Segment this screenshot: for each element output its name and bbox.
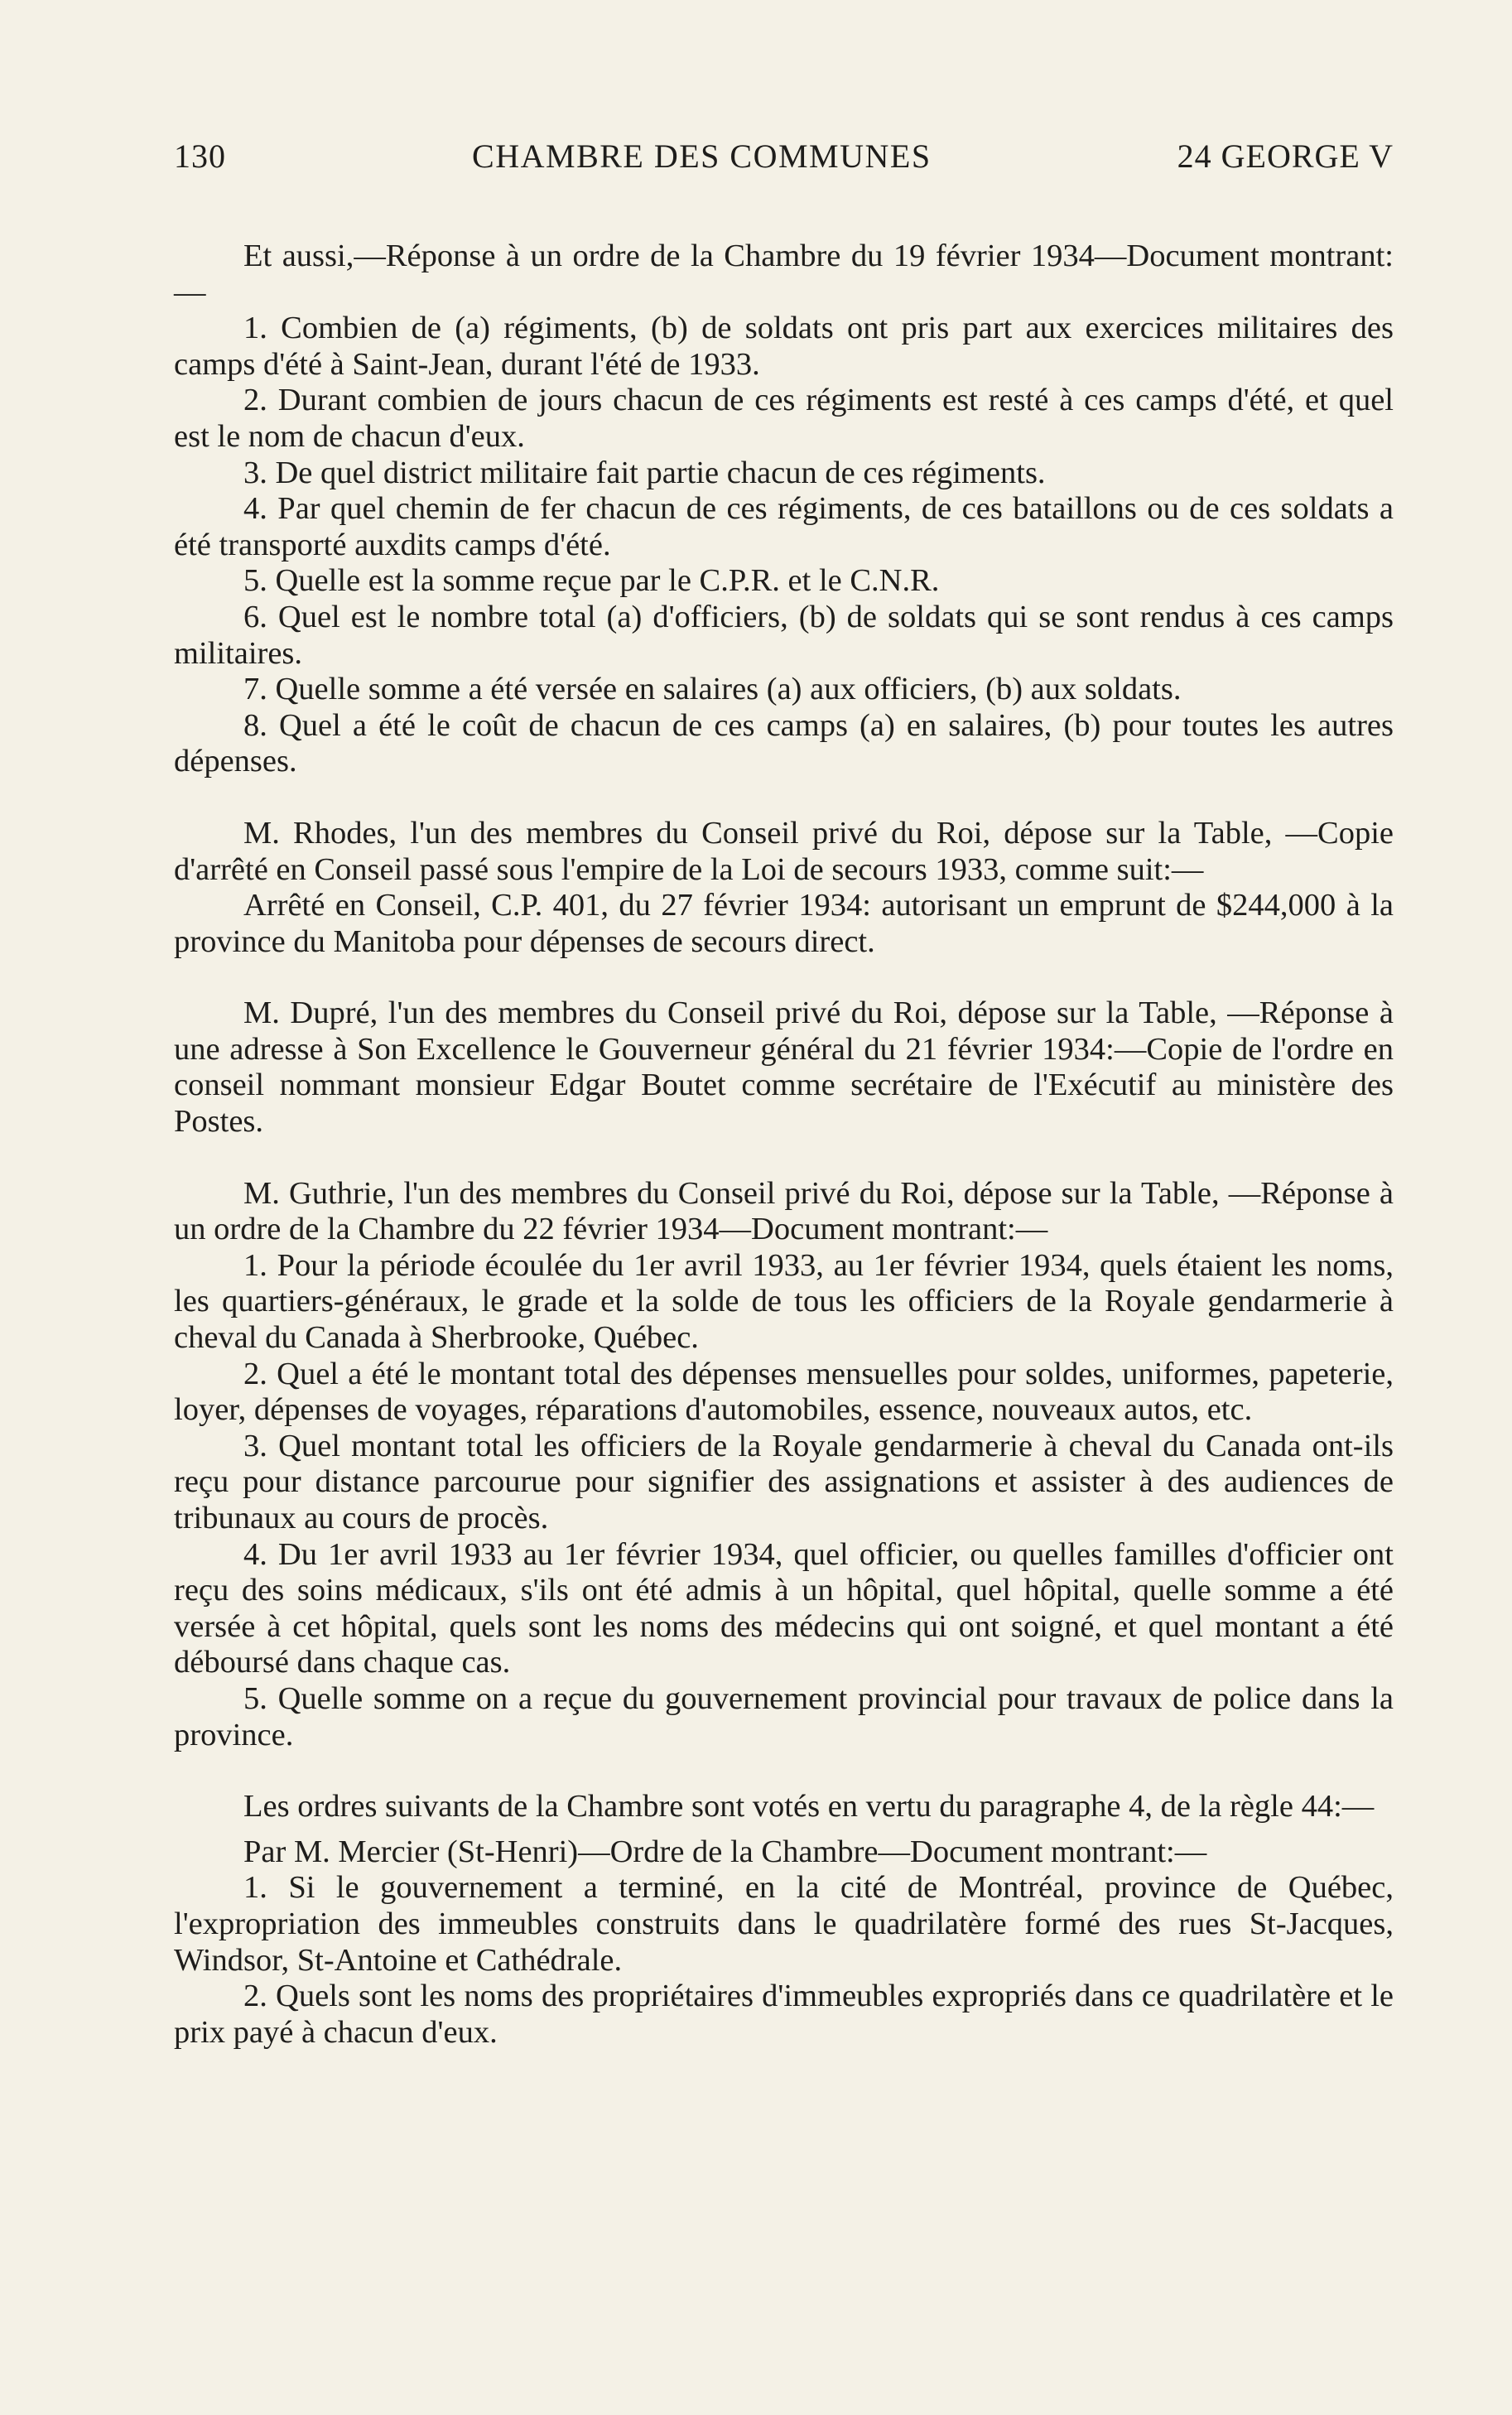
paragraph: Les ordres suivants de la Chambre sont votés en vertu du paragraphe 4, de la règle 44:—	[243, 1789, 1375, 1825]
paragraph: M. Dupré, l'un des membres du Conseil privé du Roi, dépose sur la Table, —Réponse à une adresse à Son Excellence le Gouverneur général du 21 février 1934:—Copie de l'ordre en conseil nommant monsieur Edgar Boutet comme secrétaire de l'Exécutif au ministère des Postes.	[174, 995, 1394, 1140]
paragraph: 2. Quels sont les noms des propriétaires d'immeubles expropriés dans ce quadrilatère et le prix payé à chacun d'eux.	[174, 1979, 1394, 2050]
page-body	[174, 239, 1394, 2051]
running-title: CHAMBRE DES COMMUNES	[472, 137, 932, 175]
paragraph: 2. Quel a été le montant total des dépenses mensuelles pour soldes, uniformes, papeterie, loyer, dépenses de voyages, réparations d'automobiles, essence, nouveaux autos, etc.	[174, 1356, 1394, 1428]
paragraph: 4. Par quel chemin de fer chacun de ces régiments, de ces bataillons ou de ces soldats a été transporté auxdits camps d'été.	[174, 491, 1394, 562]
paragraph: Par M. Mercier (St-Henri)—Ordre de la Chambre—Document montrant:—	[243, 1834, 1207, 1869]
paragraph: 5. Quelle est la somme reçue par le C.P.R. et le C.N.R.	[243, 563, 940, 599]
paragraph: 8. Quel a été le coût de chacun de ces camps (a) en salaires, (b) pour toutes les autres dépenses.	[174, 707, 1394, 779]
paragraph: 3. Quel montant total les officiers de la Royale gendarmerie à cheval du Canada ont-ils reçu pour distance parcourue pour signifier des assignations et assister à des audiences de tribunaux au cours de procès.	[174, 1428, 1394, 1535]
paragraph: 4. Du 1er avril 1933 au 1er février 1934, quel officier, ou quelles familles d'officier ont reçu des soins médicaux, s'ils ont été admis à un hôpital, quel hôpital, quelle somme a été versée à cet hôpital, quels sont les noms des médecins qui ont soigné, et quel montant a été déboursé dans chaque cas.	[174, 1536, 1394, 1680]
paragraph: 3. De quel district militaire fait partie chacun de ces régiments.	[243, 455, 1046, 490]
paragraph: M. Guthrie, l'un des membres du Conseil privé du Roi, dépose sur la Table, —Réponse à un ordre de la Chambre du 22 février 1934—Document montrant:—	[174, 1175, 1394, 1247]
paragraph: 2. Durant combien de jours chacun de ces régiments est resté à ces camps d'été, et quel est le nom de chacun d'eux.	[174, 383, 1394, 454]
paragraph: 1. Pour la période écoulée du 1er avril 1933, au 1er février 1934, quels étaient les noms, les quartiers-généraux, le grade et la solde de tous les officiers de la Royale gendarmerie à cheval du Canada à Sherbrooke, Québec.	[174, 1247, 1394, 1356]
paragraph: 7. Quelle somme a été versée en salaires (a) aux officiers, (b) aux soldats.	[243, 672, 1182, 707]
paragraph: 5. Quelle somme on a reçue du gouvernement provincial pour travaux de police dans la province.	[174, 1680, 1394, 1752]
page-number: 130	[174, 137, 226, 175]
paragraph: M. Rhodes, l'un des membres du Conseil privé du Roi, dépose sur la Table, —Copie d'arrêté en Conseil passé sous l'empire de la Loi de secours 1933, comme suit:—	[174, 815, 1394, 887]
paragraph: Arrêté en Conseil, C.P. 401, du 27 février 1934: autorisant un emprunt de $244,000 à la province du Manitoba pour dépenses de secours direct.	[174, 888, 1394, 959]
page-header	[174, 137, 1394, 176]
paragraph: 1. Si le gouvernement a terminé, en la cité de Montréal, province de Québec, l'expropriation des immeubles construits dans le quadrilatère formé des rues St-Jacques, Windsor, St-Antoine et Cathédrale.	[174, 1870, 1394, 1978]
paragraph: Et aussi,—Réponse à un ordre de la Chambre du 19 février 1934—Document montrant:—	[174, 239, 1394, 310]
paragraph: 1. Combien de (a) régiments, (b) de soldats ont pris part aux exercices militaires des camps d'été à Saint-Jean, durant l'été de 1933.	[174, 311, 1394, 382]
paragraph: 6. Quel est le nombre total (a) d'officiers, (b) de soldats qui se sont rendus à ces camps militaires.	[174, 599, 1394, 671]
regnal-year: 24 GEORGE V	[1177, 137, 1394, 175]
